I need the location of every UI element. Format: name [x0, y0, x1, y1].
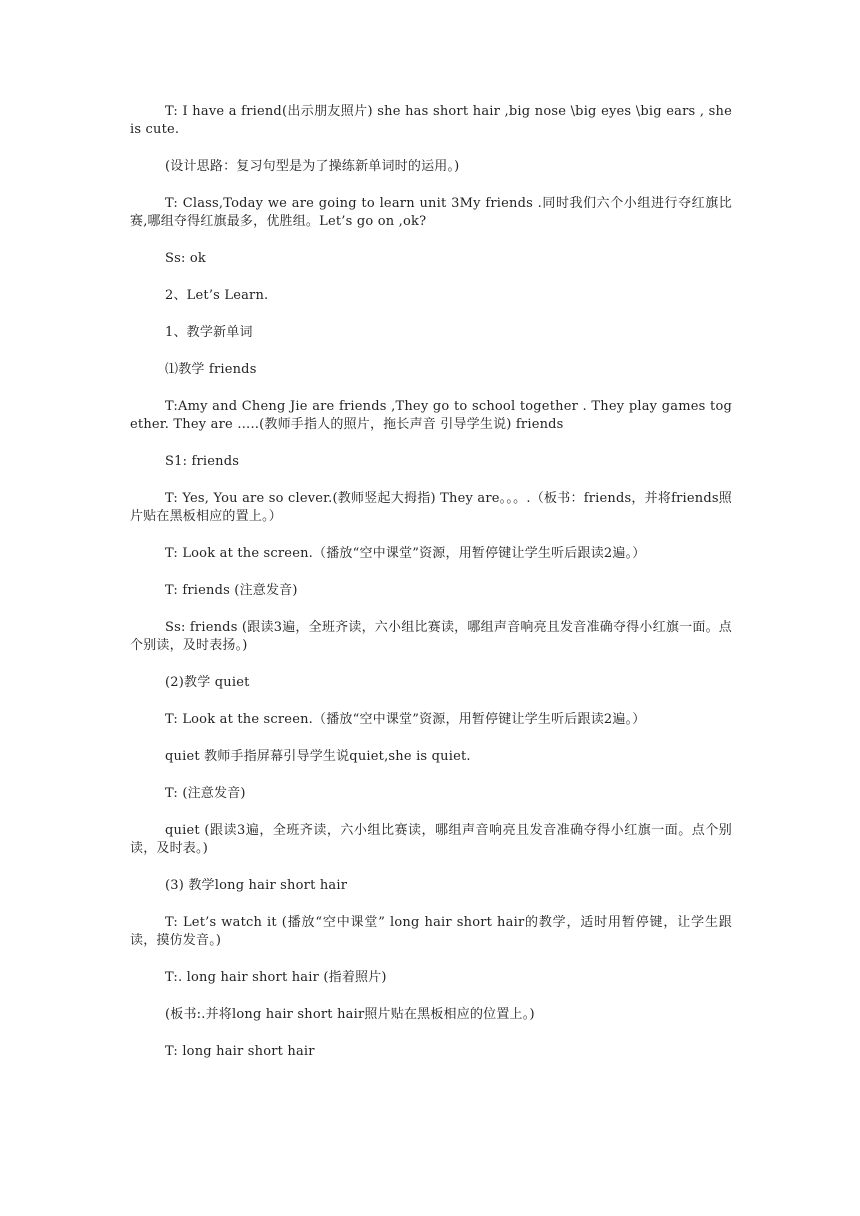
paragraph-point-photo: T:. long hair short hair (指着照片): [165, 970, 387, 985]
paragraph-friends-pronunciation: T: friends (注意发音): [165, 583, 298, 598]
paragraph-quiet-pronunciation: T: (注意发音): [165, 786, 246, 801]
document-page: [130, 103, 732, 1080]
paragraph-intro-friend: T: I have a friend(出示朋友照片) she has short hair ,big nose \big eyes \big ears , she is cute.: [130, 104, 732, 137]
paragraph-long-short-hair: T: long hair short hair: [165, 1044, 315, 1059]
paragraph-yes-clever: T: Yes, You are so clever.(教师竖起大拇指) They are。。。.（板书：friends，并将friends照片贴在黑板相应的置上。）: [130, 491, 732, 524]
paragraph-quiet-drill: quiet (跟读3遍，全班齐读，六小组比赛读，哪组声音响亮且发音准确夺得小红旗一面。点个别读，及时表。): [130, 823, 732, 856]
paragraph-lets-learn: 2、Let’s Learn.: [165, 288, 269, 303]
paragraph-amy-cheng-jie: T:Amy and Cheng Jie are friends ,They go to school together . They play games together. They are …..(教师手指人的照片，拖长声音 引导学生说) friends: [130, 399, 732, 432]
paragraph-quiet-point: quiet 教师手指屏幕引导学生说quiet,she is quiet.: [165, 749, 471, 764]
paragraph-watch-it: T: Let’s watch it (播放“空中课堂” long hair short hair的教学，适时用暂停键，让学生跟读，摸仿发音。): [130, 915, 732, 948]
paragraph-look-screen-1: T: Look at the screen.（播放“空中课堂”资源，用暂停键让学生听后跟读2遍。）: [165, 546, 646, 561]
paragraph-class-intro: T: Class,Today we are going to learn unit 3My friends .同时我们六个小组进行夺红旗比赛,哪组夺得红旗最多，优胜组。Let’s go on ,ok?: [130, 196, 732, 229]
paragraph-teach-quiet: (2)教学 quiet: [165, 675, 250, 690]
paragraph-look-screen-2: T: Look at the screen.（播放“空中课堂”资源，用暂停键让学生听后跟读2遍。）: [165, 712, 646, 727]
paragraph-ss-friends: Ss: friends (跟读3遍，全班齐读，六小组比赛读，哪组声音响亮且发音准确夺得小红旗一面。点个别读，及时表扬。): [130, 620, 732, 653]
paragraph-new-words-heading: 1、教学新单词: [165, 325, 253, 340]
paragraph-teach-hair: (3) 教学long hair short hair: [165, 878, 348, 893]
paragraph-s1-friends: S1: friends: [165, 454, 240, 469]
paragraph-board-hair: (板书:.并将long hair short hair照片贴在黑板相应的位置上。): [165, 1007, 535, 1022]
paragraph-ss-ok: Ss: ok: [165, 251, 206, 266]
paragraph-teach-friends: ⑴教学 friends: [165, 362, 257, 377]
paragraph-design-idea: (设计思路：复习句型是为了操练新单词时的运用。): [165, 159, 460, 174]
